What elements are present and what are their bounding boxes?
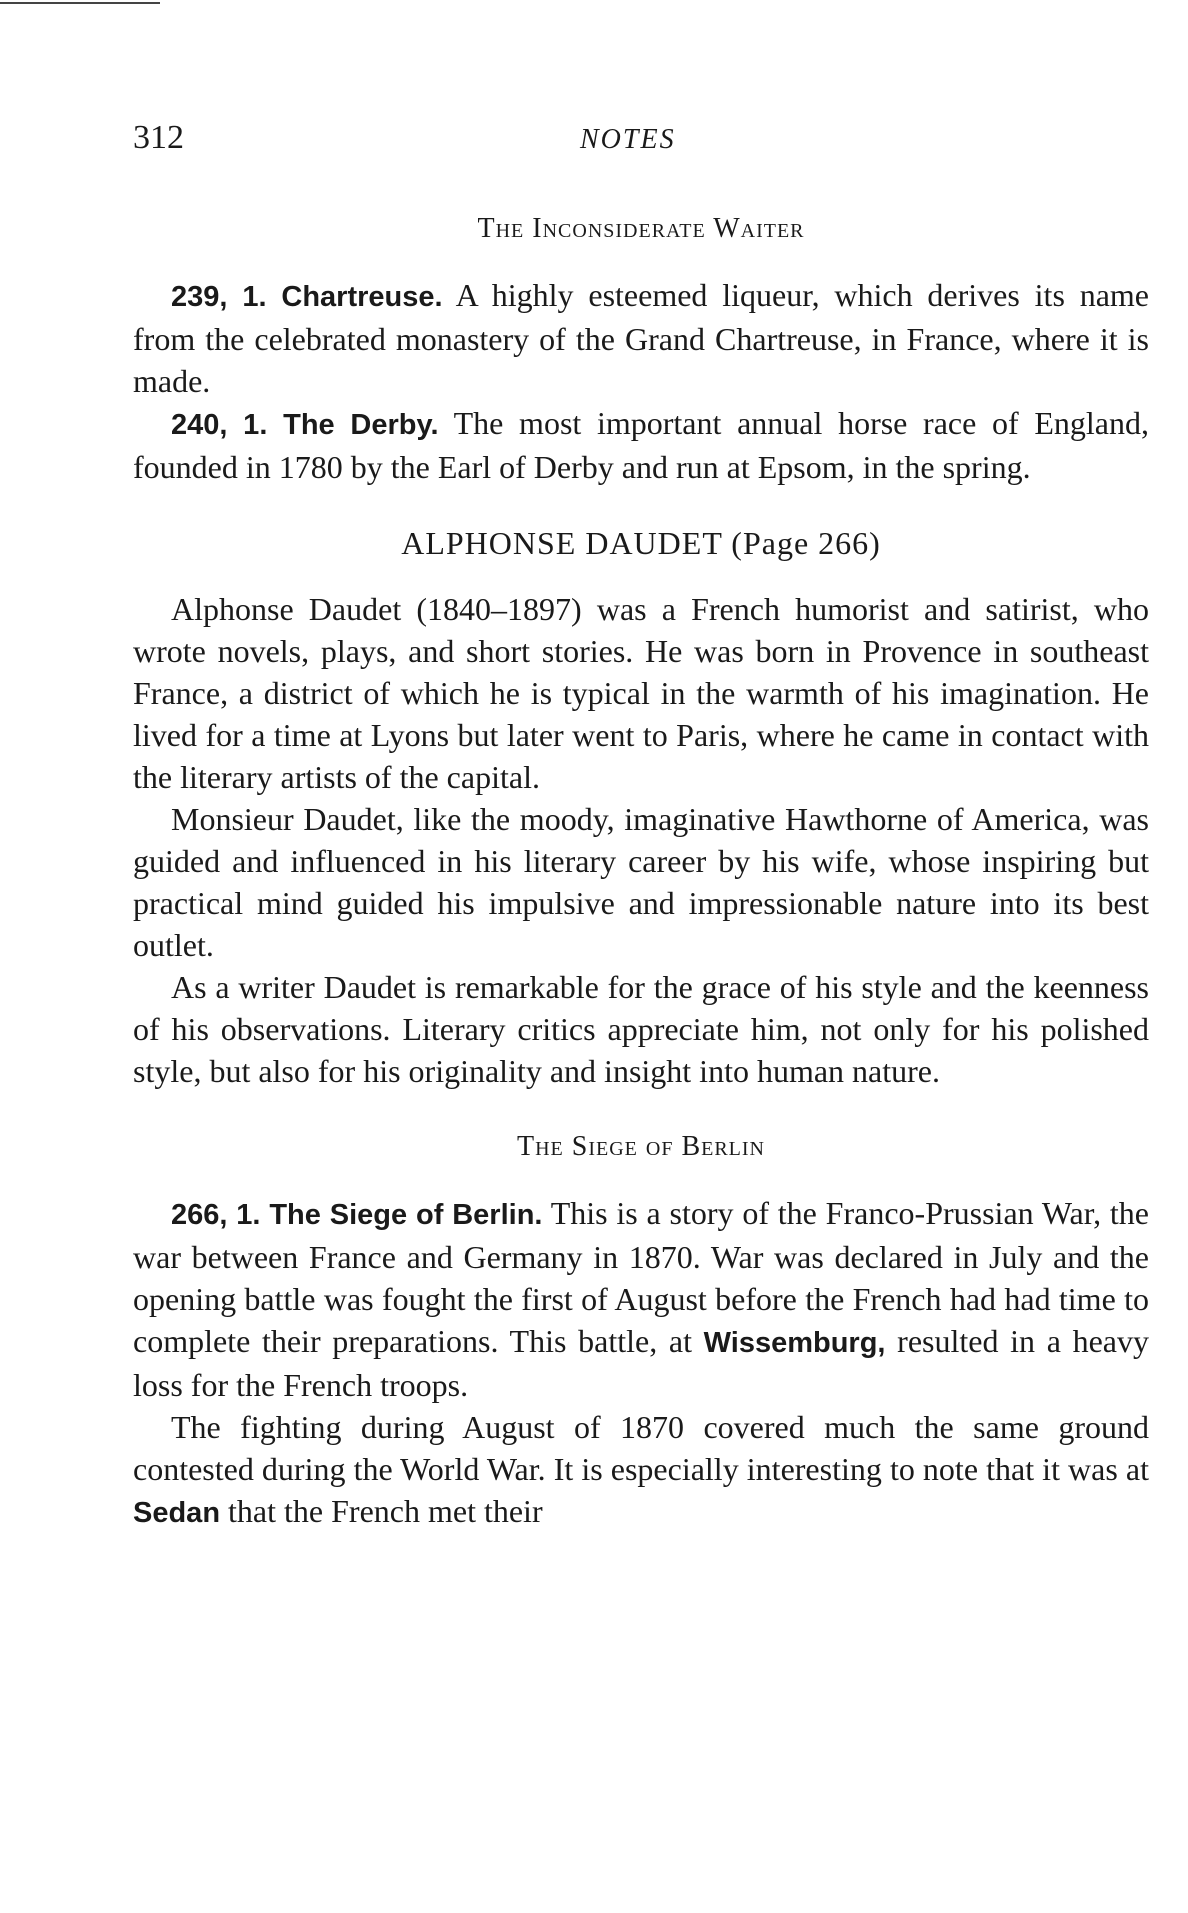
note-ref: 239, 1. Chartreuse. (171, 281, 443, 313)
page-content (133, 208, 1149, 1534)
note-chartreuse (133, 274, 1149, 402)
running-title: NOTES (580, 124, 676, 155)
daudet-paragraph: Alphonse Daudet (1840–1897) was a French humorist and satirist, who wrote novels, plays, and short stories. He was born in Provence in southeast France, a district of which he is typical in the warmth of his imagination. He lived for a time at Lyons but later went to Paris, where he came in contact with the literary artists of the capital. (133, 591, 1149, 795)
note-siege-of-berlin (133, 1192, 1149, 1406)
note-ref: 240, 1. The Derby. (171, 409, 439, 441)
note-ref: 266, 1. The Siege of Berlin. (171, 1199, 543, 1231)
bold-term: Sedan (133, 1497, 221, 1529)
section-heading-daudet: ALPHONSE DAUDET (Page 266) (401, 525, 881, 561)
paragraph-text: that the French met their (220, 1493, 543, 1529)
note-text: A highly esteemed liqueur, which derives its name from the celebrated monastery of the Grand Chartreuse, in France, where it is made. (133, 277, 1150, 399)
top-rule (0, 2, 160, 4)
daudet-paragraph: Monsieur Daudet, like the moody, imaginative Hawthorne of America, was guided and influenced in his literary career by his wife, whose inspiring but practical mind guided his impulsive and impressionable nature into its best outlet. (133, 801, 1149, 963)
note-text: The most important annual horse race of England, founded in 1780 by the Earl of Derby and run at Epsom, in the spring. (133, 405, 1149, 485)
daudet-paragraph: As a writer Daudet is remarkable for the grace of his style and the keenness of his observations. Literary critics appreciate him, not only for his polished style, but also for his originality and insight into human nature. (133, 969, 1149, 1089)
section-heading-siege: The Siege of Berlin (517, 1131, 765, 1162)
note-text: This is a story of the Franco-Prussian War, the war between France and Germany in 1870. War was declared in July and the opening battle was fought the first of August before the French had had time to complete their preparations. This battle, at (133, 1195, 1149, 1359)
bold-term: Wissemburg, (703, 1327, 886, 1359)
section-heading-waiter: The Inconsiderate Waiter (477, 213, 805, 244)
note-derby (133, 402, 1149, 488)
page-header (133, 118, 1153, 162)
paragraph-text: The fighting during August of 1870 covered much the same ground contested during the World War. It is especially interesting to note that it was at (133, 1409, 1149, 1487)
note-text: resulted in a heavy loss for the French troops. (133, 1323, 1149, 1403)
siege-paragraph (133, 1406, 1149, 1534)
page-number: 312 (133, 119, 184, 156)
